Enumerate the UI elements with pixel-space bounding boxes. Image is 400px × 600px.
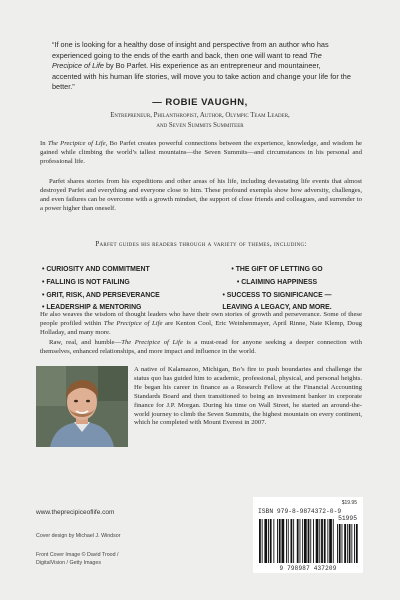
p3-book-title: The Precipice of Life [103, 319, 163, 327]
attribution-role-line-1: Entrepreneur, Philanthropist, Author, Olympic Team Leader, [110, 112, 290, 119]
theme-item: • CURIOSITY AND COMMITMENT [42, 266, 150, 273]
quote-attribution-role [60, 111, 340, 131]
barcode-bars [253, 497, 363, 573]
cover-design-credit: Cover design by Michael J. Windsor [36, 533, 121, 539]
theme-item: LEAVING A LEGACY, AND MORE. [222, 304, 332, 312]
attribution-role-line-2: and Seven Summits Summiteer [156, 122, 244, 129]
price-label: $19.95 [341, 500, 357, 506]
front-image-credit: Front Cover Image © David Trood / DigitalVision / Getty Images [36, 552, 119, 566]
isbn-number: 9 798987 437209 [279, 565, 337, 572]
theme-item: • CLAIMING HAPPINESS [236, 278, 318, 286]
themes-list [42, 264, 362, 315]
description-paragraph-2: Parfet shares stories from his expeditions and other areas of his life, including devastating life events that almost destroyed Parfet and everything and everyone close to him. These profound exempla show how adversity, challenges, and even failures can be overcome with a growth mindset, the support of close friends and colleagues, and surrender to a power higher than oneself. [40, 178, 362, 212]
p1-book-title: The Precipice of Life [47, 140, 106, 147]
description-paragraph-1 [40, 140, 362, 167]
author-photo [36, 366, 128, 447]
p3-text-end: are Kenton Cool, Eric Weinhenmayer, April Rinne, Nate Klemp, Doug Holladay, and many more. [40, 319, 363, 336]
isbn-label: ISBN 979-8-9874372-0-9 [258, 508, 342, 515]
theme-item: • THE GIFT OF LETTING GO [231, 266, 323, 273]
p3-text-start: He also weaves the wisdom of thought leaders who have their own stories of growth and perseverance. Some of these people profiled within [40, 311, 362, 327]
website-url: www.theprecipiceoflife.com [36, 509, 115, 516]
p1-text-end: , Bo Parfet creates powerful connections between the experience, knowledge, and wisdom he gained while climbing the world’s tallest mountains—the Seven Summits—and circumstances in his personal and professional life. [40, 140, 362, 165]
quote-attribution-name: — ROBIE VAUGHN, [152, 97, 248, 108]
theme-item: • FALLING IS NOT FAILING [42, 278, 130, 286]
theme-item: • LEADERSHIP & MENTORING [42, 304, 142, 312]
theme-item: • GRIT, RISK, AND PERSEVERANCE [42, 291, 160, 299]
p4-text-start: Raw, real, and humble— [49, 339, 122, 346]
themes-intro: Parfet guides his readers through a variety of themes, including: [95, 240, 307, 248]
isbn-barcode [253, 497, 363, 573]
quote-text-end: by Bo Parfet. His experience as an entrepreneur and mountaineer, accented with his human life stories, will move you to take action and change your life for the better.” [52, 61, 351, 92]
author-bio: A native of Kalamazoo, Michigan, Bo’s fire to push boundaries and challenge the status quo has guided him to academic, professional, physical, and personal heights. He began his career in finance as a Research Fellow at the Financial Accounting Standards Board and then transitioned to being an investment banker in corporate finance for J.P. Morgan. During his time on Wall Street, he started an around-the-world journey to climb the Seven Summits, the highest mountain on every continent, which he completed with Mount Everest in 2007. [134, 366, 362, 427]
p1-text-start: In [40, 140, 48, 147]
endorsement-quote [52, 40, 352, 93]
price-code: 51995 [338, 515, 357, 522]
author-portrait-illustration [36, 366, 128, 447]
description-paragraph-3 [40, 311, 362, 338]
description-paragraph-4 [40, 339, 362, 357]
p4-text-end: is a must-read for anyone seeking a deeper connection with themselves, enhanced relationships, and more impact and influence in the world. [40, 339, 362, 355]
theme-item: • SUCCESS TO SIGNIFICANCE — [222, 291, 332, 299]
quote-book-title: The Precipice of Life [52, 50, 322, 71]
quote-text-start: “If one is looking for a healthy dose of insight and perspective from an author who has experienced going to the ends of the earth and back, then one will want to read [52, 40, 329, 60]
p4-book-title: The Precipice of Life [121, 339, 183, 346]
